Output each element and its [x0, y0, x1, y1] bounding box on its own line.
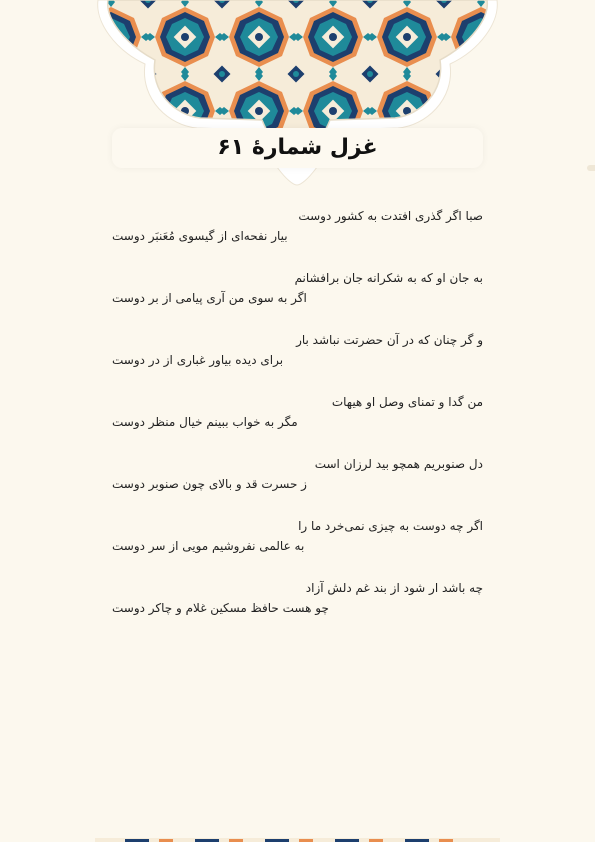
poem-title: غزل شمارهٔ ۶۱ — [217, 135, 378, 160]
hemistich-second: ز حسرت قد و بالای چون صنوبر دوست — [112, 477, 307, 491]
page-edge-tab — [587, 165, 595, 171]
couplet — [112, 390, 483, 452]
couplet — [112, 266, 483, 328]
couplet — [112, 452, 483, 514]
hemistich-first: به جان او که به شکرانه جان برافشانم — [294, 271, 483, 285]
hemistich-second: مگر به خواب ببینم خیال منظر دوست — [112, 415, 298, 429]
hemistich-second: بیار نفحه‌ای از گیسوی مُعَنبَر دوست — [112, 229, 288, 243]
hemistich-first: چه باشد ار شود از بند غم دلش آزاد — [305, 581, 483, 595]
couplet — [112, 514, 483, 576]
hemistich-first: صبا اگر گذری افتدت به کشور دوست — [298, 209, 483, 223]
tile-ornament-header — [0, 0, 595, 200]
bottom-ornament-strip — [95, 838, 500, 842]
hemistich-second: به عالمی نفروشیم مویی از سر دوست — [112, 539, 305, 553]
couplet — [112, 328, 483, 390]
hemistich-first: من گدا و تمنای وصل او هیهات — [331, 395, 483, 409]
hemistich-first: دل صنوبریم همچو بید لرزان است — [314, 457, 483, 471]
couplet — [112, 204, 483, 266]
hemistich-first: و گر چنان که در آن حضرتت نباشد بار — [296, 333, 483, 347]
hemistich-first: اگر چه دوست به چیزی نمی‌خرد ما را — [298, 519, 483, 533]
hemistich-second: برای دیده بیاور غباری از در دوست — [112, 353, 284, 367]
couplet — [112, 576, 483, 638]
hemistich-second: اگر به سوی من آری پیامی از بر دوست — [112, 291, 307, 305]
hemistich-second: چو هست حافظ مسکین غلام و چاکر دوست — [112, 601, 329, 615]
poem-body — [112, 204, 483, 638]
